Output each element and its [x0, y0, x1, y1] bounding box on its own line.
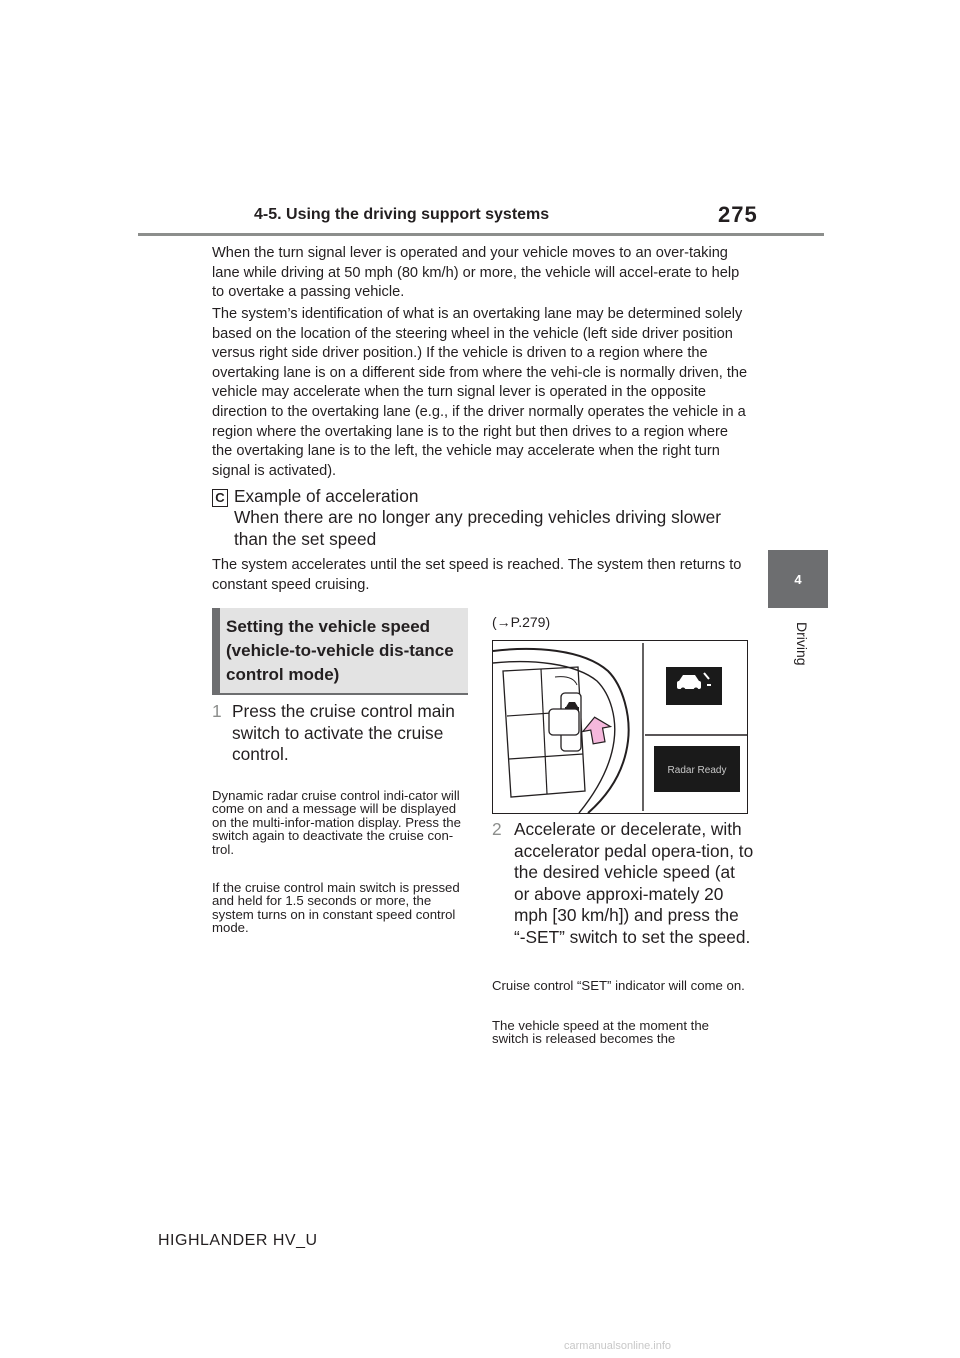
- page-reference-link[interactable]: (→P.279): [492, 614, 551, 630]
- page-number: 275: [718, 202, 758, 227]
- section-heading-bar: [212, 608, 220, 694]
- display-message: Radar Ready: [667, 765, 727, 776]
- steering-switch-arrow-icon: [581, 715, 613, 745]
- watermark: carmanualsonline.info: [564, 1340, 672, 1352]
- chapter-tab[interactable]: 4: [768, 550, 828, 608]
- step-1-number: 1: [212, 701, 222, 721]
- chapter-label-text: Driving: [794, 622, 810, 666]
- section-heading-rule: [212, 693, 468, 695]
- example-title: Example of acceleration: [234, 486, 419, 506]
- steering-switch-figure: [492, 640, 748, 814]
- example-subtitle: When there are no longer any preceding vehicles driving slower than the set speed: [234, 507, 722, 549]
- step-2-note: The vehicle speed at the moment the switch is released becomes the: [492, 1018, 709, 1047]
- example-marker: C: [212, 489, 228, 507]
- step-2-description: Cruise control “SET” indicator will come on.: [492, 978, 745, 993]
- section-header: 4-5. Using the driving support systems: [254, 206, 550, 223]
- step-1-note: If the cruise control main switch is pressed and held for 1.5 seconds or more, the system turns on in constant speed control mode.: [212, 880, 460, 936]
- step-2-text: Accelerate or decelerate, with accelerator pedal opera-tion, to the desired vehicle speed (at or above approxi-mately 20 mph [30 km/h]) and press the “-SET” switch to set the speed.: [514, 819, 754, 947]
- section-heading-title: Setting the vehicle speed (vehicle-to-vehicle dis-tance control mode): [226, 617, 454, 684]
- paragraph-accelerates: The system accelerates until the set speed is reached. The system then returns to constant speed cruising.: [212, 557, 742, 593]
- header-rule: [138, 233, 824, 236]
- steering-switch-illustration: [493, 641, 747, 813]
- step-1-description: Dynamic radar cruise control indi-cator will come on and a message will be displayed on the multi-infor-mation display. Press the switch again to deactivate the cruise con-trol.: [212, 788, 461, 857]
- paragraph-identification: The system’s identification of what is an overtaking lane may be determined solely based on the location of the steering wheel in the vehicle (left side driver position versus right side driver position.) If the vehicle is driven to a region where the overtaking lane is on a different side from where the vehi-cle is normally driven, the vehicle may accelerate when the turn signal lever is operated in the opposite direction to the overtaking lane (e.g., if the driver normally operates the vehicle in a region where the overtaking lane is to the right but then drives to a region where the overtaking lane is to the left, the vehicle may accelerate when the right turn signal is activated).: [212, 306, 748, 479]
- paragraph-overtaking: When the turn signal lever is operated and your vehicle moves to an over-taking lane while driving at 50 mph (80 km/h) or more, the vehicle will accel-erate to help to overtake a passing vehicle.: [212, 245, 740, 301]
- step-1-text: Press the cruise control main switch to activate the cruise control.: [232, 701, 455, 764]
- footer-model: HIGHLANDER HV_U: [158, 1232, 318, 1249]
- chapter-label: [770, 616, 826, 676]
- step-2-number: 2: [492, 819, 502, 839]
